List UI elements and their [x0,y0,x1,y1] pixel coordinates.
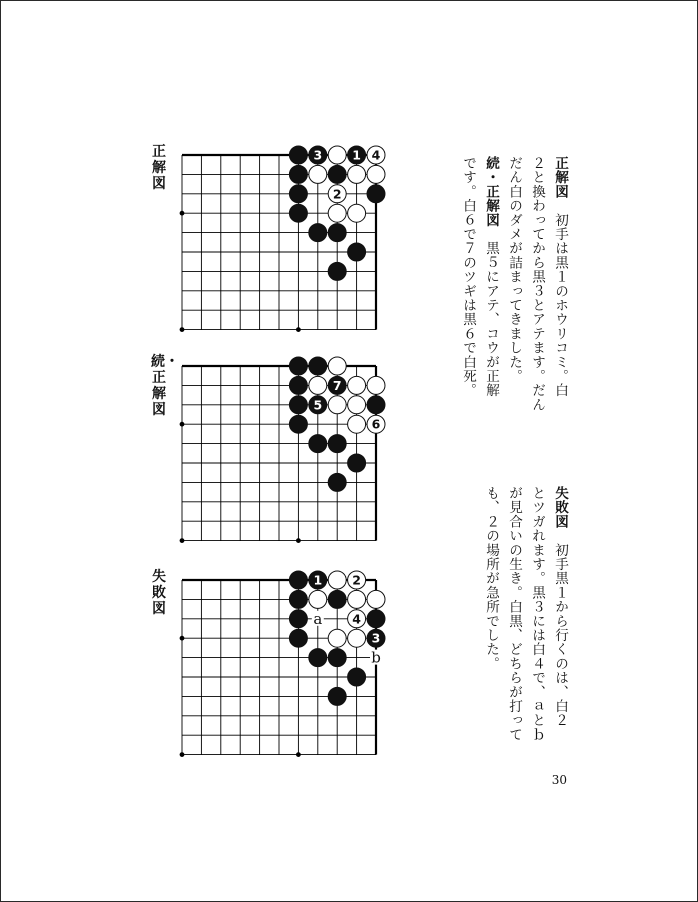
star-point [296,752,301,757]
text-column [480,156,502,397]
letter-mark: b [371,648,381,667]
move-number: 7 [332,377,342,393]
star-point [180,752,185,757]
black-stone [367,396,385,414]
star-point [296,538,301,543]
move-number: 3 [371,630,381,646]
black-stone [289,629,307,647]
black-stone [367,185,385,203]
star-point [180,538,185,543]
white-stone [309,590,327,608]
white-stone [367,165,385,183]
text-column [549,486,571,727]
white-stone [328,571,346,589]
section-heading: 続・正解図 [483,156,499,227]
white-stone [328,629,346,647]
black-stone [289,610,307,628]
black-stone [289,590,307,608]
text-column [549,156,571,397]
black-stone [309,224,327,242]
move-number: 5 [313,397,323,413]
white-stone [348,165,366,183]
white-stone [348,396,366,414]
star-point [180,422,185,427]
text-column [503,156,525,383]
black-stone [309,435,327,453]
move-number: 4 [352,611,361,627]
text-line: 初手は黒１のホウリコミ。白 [552,198,568,398]
star-point [180,327,185,332]
text-line: だん白のダメが詰まってきました。 [506,156,522,384]
white-stone [328,204,346,222]
text-column [526,156,548,412]
black-stone [289,415,307,433]
section-heading: 失敗図 [552,486,568,529]
go-board-correct [179,145,381,343]
white-stone [328,357,346,375]
text-column [526,486,548,742]
black-stone [328,435,346,453]
move-number: 4 [371,147,381,163]
star-point [180,211,185,216]
diagram-label-correct: 正解図 [152,144,166,192]
white-stone [348,590,366,608]
black-stone [328,165,346,183]
black-stone [289,571,307,589]
black-stone [289,204,307,222]
black-stone [289,146,307,164]
black-stone [328,473,346,491]
black-stone [289,396,307,414]
black-stone [289,185,307,203]
white-stone [348,629,366,647]
black-stone [328,262,346,280]
black-stone [289,376,307,394]
diagram-label-continued-correct: 続・正解図 [151,354,179,418]
text-column [457,156,479,397]
black-stone [328,224,346,242]
move-number: 3 [313,147,323,163]
black-stone [328,687,346,705]
black-stone [289,165,307,183]
white-stone [328,396,346,414]
text-line: です。白６で７のツギは黒６で白死。 [460,156,476,398]
move-number: 1 [313,572,323,588]
black-stone [348,243,366,261]
text-line: とツガれます。黒３には白４で、ａとｂ [529,486,545,742]
black-stone [328,590,346,608]
black-stone [348,668,366,686]
page-number: 30 [551,773,567,787]
text-line: ２と換わってから黒３とアテます。だん [529,156,545,412]
black-stone [348,454,366,472]
text-line: 黒５にアテ、コウが正解 [483,227,499,398]
text-column [480,486,502,671]
black-stone [328,649,346,667]
text-line: 初手黒１から行くのは、白２ [552,528,568,728]
white-stone [367,590,385,608]
black-stone [289,357,307,375]
move-number: 2 [352,572,361,588]
black-stone [309,649,327,667]
section-heading: 正解図 [552,156,568,199]
letter-mark: a [313,609,323,628]
black-stone [367,610,385,628]
white-stone [367,376,385,394]
go-board-failure [179,570,381,768]
star-point [296,327,301,332]
text-line: も、２の場所が急所でした。 [483,486,499,671]
white-stone [309,165,327,183]
white-stone [309,376,327,394]
star-point [180,636,185,641]
move-number: 6 [371,416,381,432]
white-stone [348,415,366,433]
diagram-label-failure: 失敗図 [152,569,166,617]
move-number: 1 [352,147,361,163]
white-stone [328,146,346,164]
black-stone [309,357,327,375]
text-column [503,486,525,742]
move-number: 2 [332,186,342,202]
white-stone [348,376,366,394]
white-stone [348,204,366,222]
go-board-continued-correct [179,356,381,554]
text-line: が見合いの生き。白黒、どちらが打って [506,486,522,742]
